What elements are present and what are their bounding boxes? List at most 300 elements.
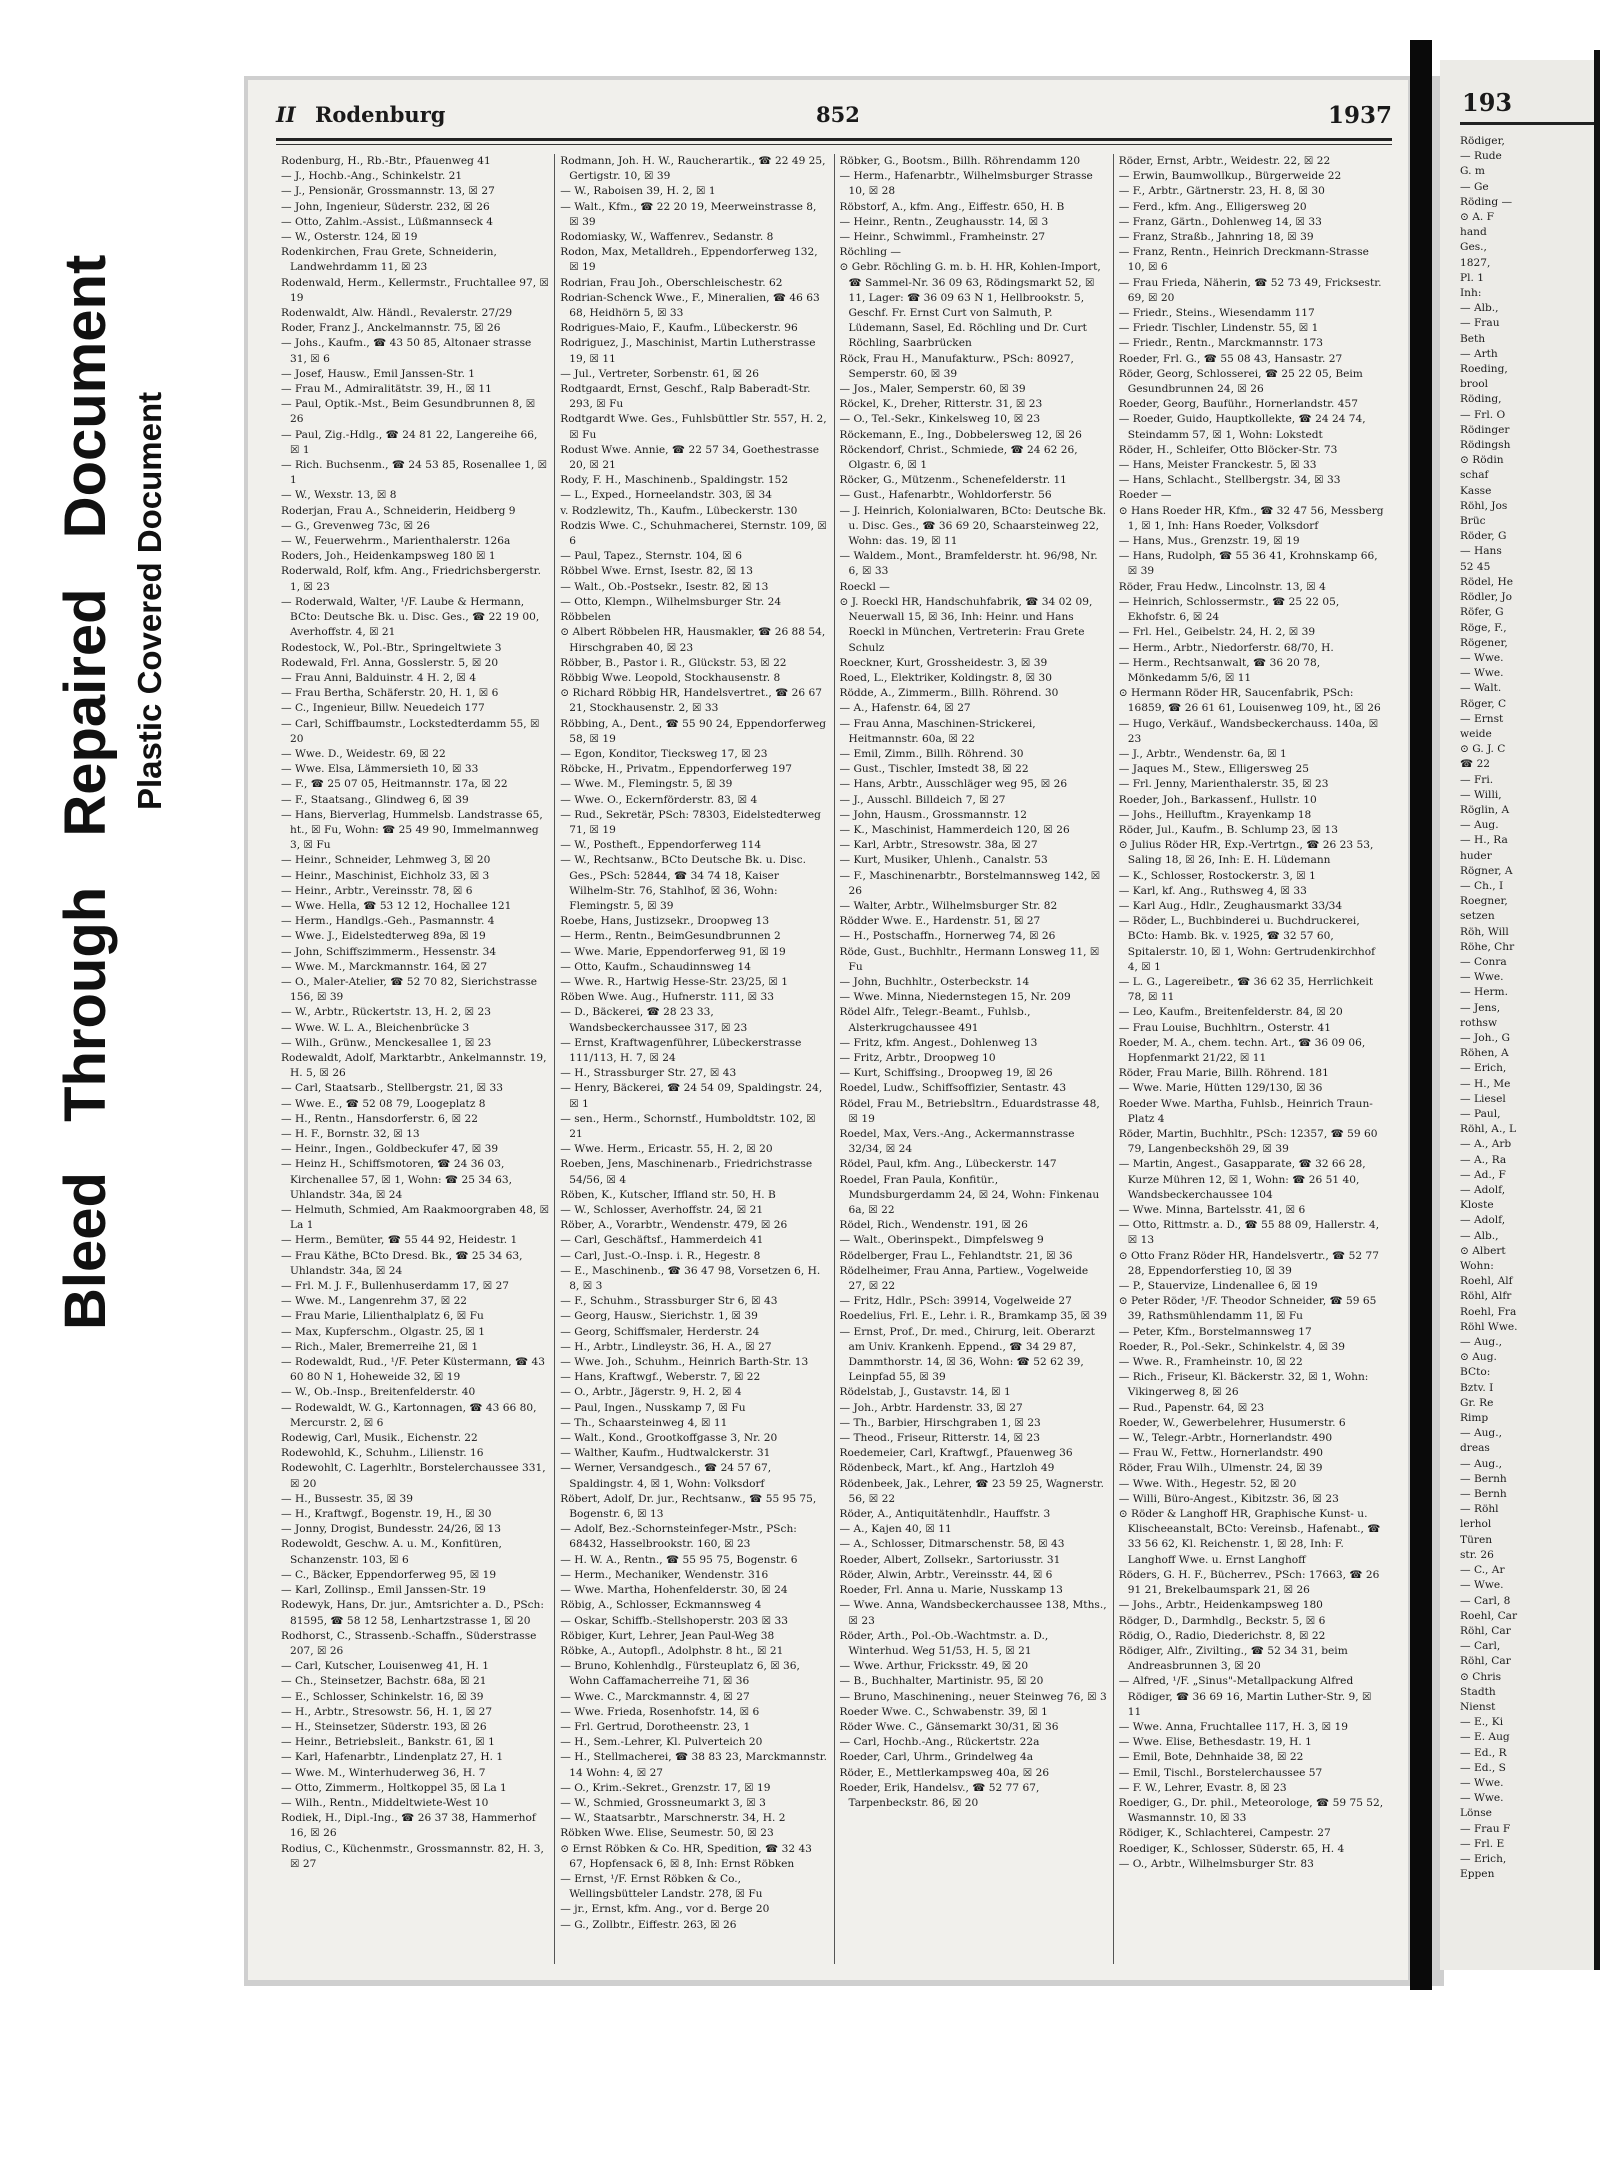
directory-entry: Röbstorf, A., kfm. Ang., Eiffestr. 650, H. B (839, 200, 1065, 213)
directory-entry: — P., Stauervize, Lindenallee 6, ☒ 19 (1118, 1280, 1318, 1293)
directory-entry: — Ernst, Prof., Dr. med., Chirurg, leit. Oberarzt am Univ. Krankenh. Eppend., ☎ 34 29 87, Dammthorstr. 14, ☒ 36, Wohn: ☎ 52 62 39, Leinpfad 55, ☒ 39 (839, 1325, 1095, 1384)
directory-entry: Röder, Alwin, Arbtr., Vereinsstr. 44, ☒ 6 (839, 1568, 1053, 1581)
adjacent-entry: — Aug., (1460, 1457, 1502, 1470)
directory-entry: — jr., Ernst, kfm. Ang., vor d. Berge 20 (560, 1903, 770, 1916)
directory-entry: ⊙ Otto Franz Röder HR, Handelsvertr., ☎ 52 77 28, Eppendorferstieg 10, ☒ 39 (1118, 1249, 1379, 1277)
adjacent-entry: — Wwe. (1460, 1792, 1504, 1805)
directory-entry: ⊙ Gebr. Röchling G. m. b. H. HR, Kohlen-Import, ☎ Sammel-Nr. 36 09 63, Rödingsmarkt 52, ☒ 11, Lager: ☎ 36 09 63 N 1, Hellbrookstr. 5, Geschf. Fr. Ernst Curt von Salmuth, P. Lüdemann, Sasel, Ed. Röchling und Dr. Curt Röchling, Saarbrücken (839, 261, 1101, 350)
adjacent-entry: — H., Ra (1460, 834, 1508, 847)
directory-entry: — Walt., Ob.-Postsekr., Isestr. 82, ☒ 13 (560, 580, 769, 593)
adjacent-entry: G. m (1460, 165, 1485, 178)
directory-entry: — Th., Barbier, Hirschgraben 1, ☒ 23 (839, 1416, 1041, 1429)
directory-entry: Röbiger, Kurt, Lehrer, Jean Paul-Weg 38 (560, 1629, 775, 1642)
adjacent-entry: — Ch., I (1460, 879, 1504, 892)
adjacent-entry: rothsw (1460, 1016, 1498, 1029)
adjacent-entry: 52 45 (1460, 560, 1491, 573)
directory-entry: — Leo, Kaufm., Breitenfelderstr. 84, ☒ 20 (1118, 1006, 1343, 1019)
directory-entry: — Egon, Konditor, Tiecksweg 17, ☒ 23 (560, 747, 768, 760)
adjacent-entry: Bztv. I (1460, 1381, 1494, 1394)
directory-entry: Rödiger, K., Schlachterei, Campestr. 27 (1118, 1827, 1331, 1840)
column-1 (276, 154, 555, 1964)
directory-entry: — O., Maler-Atelier, ☎ 52 70 82, Sierichstrasse 156, ☒ 39 (281, 975, 538, 1004)
directory-entry: Röders, G. H. F., Bücherrev., PSch: 17663, ☎ 26 91 21, Brekelbaumspark 21, ☒ 26 (1118, 1568, 1380, 1597)
directory-entry: — H., Postschaffn., Hornerweg 74, ☒ 26 (839, 930, 1056, 943)
directory-entry: — Josef, Hausw., Emil Janssen-Str. 1 (281, 367, 476, 380)
directory-entry: Röder, Frau Hedw., Lincolnstr. 13, ☒ 4 (1118, 580, 1326, 593)
directory-entry: ⊙ Julius Röder HR, Exp.-Vertrtgn., ☎ 26 23 53, Saling 18, ☒ 26, Inh: E. H. Lüdemann (1118, 839, 1374, 867)
directory-entry: — John, Ingenieur, Süderstr. 232, ☒ 26 (281, 200, 490, 213)
directory-entry: Rodewald, Frl. Anna, Gosslerstr. 5, ☒ 20 (281, 656, 499, 669)
directory-entry: — Wwe. C., Marckmannstr. 4, ☒ 27 (560, 1690, 750, 1703)
directory-entry: Rodewohld, K., Schuhm., Lilienstr. 16 (281, 1447, 484, 1460)
directory-entry: Röck, Frau H., Manufakturw., PSch: 80927, Semperstr. 60, ☒ 39 (839, 352, 1074, 380)
adjacent-entry: — Herm. (1460, 986, 1508, 999)
directory-entry: — Karl Aug., Hdlr., Zeughausmarkt 33/34 (1118, 899, 1343, 912)
directory-entry: — F. W., Lehrer, Evastr. 8, ☒ 23 (1118, 1781, 1287, 1794)
directory-entry: — Roeder, Guido, Hauptkollekte, ☎ 24 24 74, Steindamm 57, ☒ 1, Wohn: Lokstedt (1118, 413, 1366, 441)
directory-entry: — W., Rechtsanw., BCto Deutsche Bk. u. Disc. Ges., PSch: 52844, ☎ 34 74 18, Kaiser Wilhelm-Str. 76, Stahlhof, ☒ 36, Wohn: Flemingstr. 5, ☒ 39 (560, 854, 806, 912)
column-2 (555, 154, 834, 1964)
stamp-word: Repaired (53, 588, 118, 837)
adjacent-entry: huder (1460, 849, 1492, 862)
adjacent-entry: — Walt. (1460, 682, 1502, 695)
directory-entry: — Frl. M. J. F., Bullenhuserdamm 17, ☒ 27 (281, 1280, 510, 1293)
directory-entry: — Ernst, Kraftwagenführer, Lübeckerstrasse 111/113, H. 7, ☒ 24 (560, 1036, 802, 1064)
adjacent-entry: Kloste (1460, 1199, 1494, 1212)
adjacent-entry: — Ed., R (1460, 1746, 1507, 1759)
adjacent-entry: Wohn: (1460, 1260, 1494, 1273)
directory-entry: — H., Arbtr., Stresowstr. 56, H. 1, ☒ 27 (281, 1705, 493, 1718)
directory-entry: — Franz, Rentn., Heinrich Dreckmann-Strasse 10, ☒ 6 (1118, 246, 1369, 274)
adjacent-entry: Rögner, A (1460, 864, 1513, 877)
adjacent-entry: — C., Ar (1460, 1564, 1505, 1577)
adjacent-entry: Röhl Wwe. (1460, 1320, 1518, 1333)
directory-entry: — sen., Herm., Schornstf., Humboldtstr. 102, ☒ 21 (560, 1112, 816, 1140)
directory-entry: — Johs., Heilluftm., Krayenkamp 18 (1118, 808, 1312, 821)
directory-entry: Rödel, Frau M., Betriebsltrn., Eduardstrasse 48, ☒ 19 (839, 1097, 1100, 1125)
column-3 (835, 154, 1114, 1964)
adjacent-entry: Röhl, Car (1460, 1624, 1511, 1637)
directory-entry: — John, Buchhltr., Osterbeckstr. 14 (839, 975, 1030, 988)
directory-entry: — Paul, Zig.-Hdlg., ☎ 24 81 22, Langereihe 66, ☒ 1 (281, 428, 538, 456)
directory-entry: Röbbelen (560, 611, 611, 624)
directory-entry: — Wilh., Rentn., Middeltwiete-West 10 (281, 1796, 489, 1809)
directory-entry: — Frl. Hel., Geibelstr. 24, H. 2, ☒ 39 (1118, 626, 1316, 639)
directory-entry: — Gust., Tischler, Imstedt 38, ☒ 22 (839, 763, 1029, 776)
adjacent-entry: — E. Aug (1460, 1731, 1510, 1744)
directory-entry: — Hans, Bierverlag, Hummelsb. Landstrasse 65, ht., ☒ Fu, Wohn: ☎ 25 49 90, Immelmannweg 3, ☒ Fu (281, 808, 543, 852)
directory-entry: — J., Ausschl. Billdeich 7, ☒ 27 (839, 793, 1006, 806)
directory-entry: — Wwe. M., Marckmannstr. 164, ☒ 27 (281, 960, 488, 973)
directory-entry: — Alfred, ¹/F. „Sinus"-Metallpackung Alfred Rödiger, ☎ 36 69 16, Martin Luther-Str. 9, ☒ 11 (1118, 1675, 1372, 1718)
adjacent-entry: BCto: (1460, 1366, 1491, 1379)
directory-entry: — Friedr., Steins., Wiesendamm 117 (1118, 307, 1315, 320)
adjacent-entry: Röding — (1460, 195, 1513, 208)
adjacent-entry: — Joh., G (1460, 1031, 1510, 1044)
directory-entry: — Rud., Sekretär, PSch: 78303, Eidelstedterweg 71, ☒ 19 (560, 808, 821, 836)
running-head-title: Rodenburg (314, 102, 446, 127)
directory-entry: — Hugo, Verkäuf., Wandsbeckerchauss. 140a, ☒ 23 (1118, 717, 1379, 745)
adjacent-entry: — Frau (1460, 317, 1500, 330)
adjacent-entry: lerhol (1460, 1518, 1492, 1531)
directory-entry: — Frl. Jenny, Marienthalerstr. 35, ☒ 23 (1118, 778, 1329, 791)
directory-entry: — Ferd., kfm. Ang., Elligersweg 20 (1118, 200, 1307, 213)
adjacent-entry: — A., Arb (1460, 1138, 1512, 1151)
directory-entry: — Jaques M., Stew., Elligersweg 25 (1118, 763, 1310, 776)
directory-entry: — Hans, Meister Franckestr. 5, ☒ 33 (1118, 459, 1317, 472)
directory-entry: Röchling — (839, 246, 901, 259)
directory-entry: Rödelberger, Frau L., Fehlandtstr. 21, ☒ 36 (839, 1249, 1073, 1262)
directory-entry: — L. G., Lagereibetr., ☎ 36 62 35, Herrlichkeit 78, ☒ 11 (1118, 975, 1374, 1004)
directory-entry: — Fritz, kfm. Angest., Dohlenweg 13 (839, 1036, 1038, 1049)
directory-entry: Rödenbeck, Mart., kf. Ang., Hartzloh 49 (839, 1462, 1055, 1475)
directory-entry: Roedel, Ludw., Schiffsoffizier, Sentastr. 43 (839, 1082, 1067, 1095)
directory-entry: — Rich. Buchsenm., ☎ 24 53 85, Rosenallee 1, ☒ 1 (281, 459, 548, 487)
directory-entry: — Willi, Büro-Angest., Kibitzstr. 36, ☒ 23 (1118, 1492, 1339, 1505)
directory-entry: — D., Bäckerei, ☎ 28 23 33, Wandsbeckerchaussee 317, ☒ 23 (560, 1006, 748, 1034)
directory-entry: — Wwe. Elsa, Lämmersieth 10, ☒ 33 (281, 763, 479, 776)
directory-entry: Rodewoldt, Geschw. A. u. M., Konfitüren, Schanzenstr. 103, ☒ 6 (281, 1538, 502, 1566)
adjacent-entry: — H., Me (1460, 1077, 1511, 1090)
adjacent-entry: — Bernh (1460, 1488, 1507, 1501)
directory-entry: — O., Arbtr., Wilhelmsburger Str. 83 (1118, 1857, 1314, 1870)
directory-entry: Röber, A., Vorarbtr., Wendenstr. 479, ☒ 26 (560, 1219, 788, 1232)
directory-entry: — Rich., Maler, Bremerreihe 21, ☒ 1 (281, 1340, 479, 1353)
directory-entry: Roeder, Frl. Anna u. Marie, Nusskamp 13 (839, 1584, 1063, 1597)
directory-entry: — Walt., Oberinspekt., Dimpfelsweg 9 (839, 1234, 1044, 1247)
directory-entry: Roedelius, Frl. E., Lehr. i. R., Bramkamp 35, ☒ 39 (839, 1310, 1107, 1323)
directory-entry: — A., Hafenstr. 64, ☒ 27 (839, 702, 971, 715)
directory-entry: — Hans, Arbtr., Ausschläger weg 95, ☒ 26 (839, 778, 1068, 791)
right-edge-shadow (1594, 50, 1600, 1970)
directory-entry: — Otto, Klempn., Wilhelmsburger Str. 24 (560, 595, 782, 608)
directory-entry: Roeder Wwe. Martha, Fuhlsb., Heinrich Traun-Platz 4 (1118, 1097, 1373, 1125)
directory-entry: — Herm., Arbtr., Niedorferstr. 68/70, H. (1118, 641, 1334, 654)
directory-entry: Roediger, G., Dr. phil., Meteorologe, ☎ 59 75 52, Wasmannstr. 10, ☒ 33 (1118, 1796, 1384, 1825)
directory-entry: Rodenburg, H., Rb.-Btr., Pfauenweg 41 (281, 155, 491, 167)
directory-entry: — Bruno, Kohlenhdlg., Fürsteuplatz 6, ☒ 36, Wohn Caffamacherreihe 71, ☒ 36 (560, 1660, 800, 1688)
adjacent-entry: Roeding, (1460, 363, 1508, 376)
adjacent-entry: — Wwe. (1460, 667, 1504, 680)
directory-entry: — W., Arbtr., Rückertstr. 13, H. 2, ☒ 23 (281, 1006, 491, 1019)
directory-entry: — F., Arbtr., Gärtnerstr. 23, H. 8, ☒ 30 (1118, 185, 1325, 198)
directory-entry: — J. Heinrich, Kolonialwaren, BCto: Deutsche Bk. u. Disc. Ges., ☎ 36 69 20, Schaarsteinweg 22, Wohn: das. 19, ☒ 11 (839, 504, 1107, 548)
directory-entry: — Heinr., Arbtr., Vereinsstr. 78, ☒ 6 (281, 884, 473, 897)
directory-entry: — Johs., Kaufm., ☎ 43 50 85, Altonaer strasse 31, ☒ 6 (281, 337, 532, 365)
directory-entry: Roeder Wwe. C., Schwabenstr. 39, ☒ 1 (839, 1705, 1048, 1718)
directory-entry: Röckemann, E., Ing., Dobbelersweg 12, ☒ 26 (839, 428, 1082, 441)
directory-entry: — Friedr., Rentn., Marckmannstr. 173 (1118, 337, 1323, 350)
directory-entry: — H., Kraftwgf., Bogenstr. 19, H., ☒ 30 (281, 1508, 492, 1521)
directory-entry: — Herm., Hafenarbtr., Wilhelmsburger Strasse 10, ☒ 28 (839, 170, 1093, 198)
stamp-word: Through (53, 886, 118, 1122)
directory-entry: Rodenkirchen, Frau Grete, Schneiderin, Landwehrdamm 11, ☒ 23 (281, 246, 497, 274)
adjacent-entry: Kasse (1460, 484, 1492, 497)
adjacent-entry: — Frl. E (1460, 1837, 1505, 1850)
directory-entry: Röder, Martin, Buchhltr., PSch: 12357, ☎ 59 60 79, Langenbeckshöh 29, ☒ 39 (1118, 1128, 1378, 1156)
directory-entry: — Rich., Friseur, Kl. Bäckerstr. 32, ☒ 1, Wohn: Vikingerweg 8, ☒ 26 (1118, 1371, 1369, 1399)
directory-entry: Röbber, B., Pastor i. R., Glückstr. 53, ☒ 22 (560, 656, 787, 669)
directory-entry: Roediger, K., Schlosser, Süderstr. 65, H. 4 (1118, 1842, 1345, 1855)
directory-entry: — John, Schiffszimmerm., Hessenstr. 34 (281, 945, 497, 958)
adjacent-entry: — Wwe. (1460, 1776, 1504, 1789)
adjacent-entry: — Alb., (1460, 302, 1499, 315)
directory-entry: Roeder, Albert, Zollsekr., Sartoriusstr. 31 (839, 1553, 1061, 1566)
adjacent-entry: — Fri. (1460, 773, 1494, 786)
adjacent-entry: 1827, (1460, 256, 1491, 269)
directory-entry: Rodrigues-Maio, F., Kaufm., Lübeckerstr. 96 (560, 322, 798, 335)
directory-entry: Rödde, A., Zimmerm., Billh. Röhrend. 30 (839, 687, 1059, 700)
directory-entry: Roeder, Carl, Uhrm., Grindelweg 4a (839, 1751, 1034, 1764)
adjacent-entry: Rödinger (1460, 423, 1510, 436)
directory-entry: — Frau Louise, Buchhltrn., Osterstr. 41 (1118, 1021, 1332, 1034)
directory-entry: Rödger, D., Darmhdlg., Beckstr. 5, ☒ 6 (1118, 1614, 1326, 1627)
adjacent-entry: Röhl, Car (1460, 1655, 1511, 1668)
directory-entry: — Carl, Staatsarb., Stellbergstr. 21, ☒ 33 (281, 1082, 504, 1095)
adjacent-entry: — Frau F (1460, 1822, 1511, 1835)
adjacent-entry: Roehl, Car (1460, 1609, 1518, 1622)
header-rule (276, 138, 1392, 141)
adjacent-entry: Roehl, Alf (1460, 1275, 1513, 1288)
directory-entry: — H., Rentn., Hansdorferstr. 6, ☒ 22 (281, 1112, 478, 1125)
adjacent-entry: Rimp (1460, 1412, 1489, 1425)
adjacent-entry: — Conra (1460, 955, 1507, 968)
directory-entry: Rodtgardt Wwe. Ges., Fuhlsbüttler Str. 557, H. 2, ☒ Fu (560, 413, 827, 441)
directory-entry: Roeder, Erik, Handelsv., ☎ 52 77 67, Tarpenbeckstr. 86, ☒ 20 (839, 1781, 1040, 1809)
directory-entry: — E., Schlosser, Schinkelstr. 16, ☒ 39 (281, 1690, 484, 1703)
adjacent-entry: — Aug. (1460, 819, 1499, 832)
adjacent-entry: — Rude (1460, 150, 1502, 163)
column-4 (1114, 154, 1392, 1964)
directory-entry: — Hans, Rudolph, ☎ 55 36 41, Krohnskamp 66, ☒ 39 (1118, 550, 1378, 578)
directory-entry: — H., Arbtr., Lindleystr. 36, H. A., ☒ 27 (560, 1340, 772, 1353)
directory-entry: — Werner, Versandgesch., ☎ 24 57 67, Spaldingstr. 4, ☒ 1, Wohn: Volksdorf (560, 1462, 772, 1490)
adjacent-entry: Rödel, He (1460, 575, 1514, 588)
directory-entry: Rodzis Wwe. C., Schuhmacherei, Sternstr. 109, ☒ 6 (560, 519, 827, 548)
directory-entry: — Franz, Gärtn., Dohlenweg 14, ☒ 33 (1118, 215, 1322, 228)
directory-entry: Röder Wwe. C., Gänsemarkt 30/31, ☒ 36 (839, 1720, 1059, 1733)
directory-entry: — Carl, Kutscher, Louisenweg 41, H. 1 (281, 1660, 489, 1673)
directory-entry: — Wwe. M., Flemingstr. 5, ☒ 39 (560, 778, 733, 791)
directory-entry: — G., Grevenweg 73c, ☒ 26 (281, 519, 431, 532)
adjacent-entry: Rödiger, (1460, 135, 1505, 147)
adjacent-entry: brool (1460, 378, 1488, 391)
directory-entry: ⊙ Richard Röbbig HR, Handelsvertret., ☎ 26 67 21, Stockhausenstr. 2, ☒ 33 (560, 687, 822, 715)
adjacent-entry: hand (1460, 226, 1487, 239)
section-label: II (276, 102, 296, 127)
directory-entry: Röder, Arth., Pol.-Ob.-Wachtmstr. a. D., Winterhud. Weg 51/53, H. 5, ☒ 21 (839, 1629, 1049, 1657)
adjacent-entry: — Adolf, (1460, 1214, 1506, 1227)
directory-entry: — J., Arbtr., Wendenstr. 6a, ☒ 1 (1118, 747, 1287, 760)
directory-entry: Roeckner, Kurt, Grossheidestr. 3, ☒ 39 (839, 656, 1048, 669)
directory-entry: Roedel, Max, Vers.-Ang., Ackermannstrasse 32/34, ☒ 24 (839, 1128, 1075, 1156)
directory-entry: — Röder, L., Buchbinderei u. Buchdruckerei, BCto: Hamb. Bk. v. 1925, ☎ 32 57 60, Spitalerstr. 10, ☒ 1, Wohn: Gertrudenkirchhof 4, ☒ 1 (1118, 915, 1376, 973)
columns (276, 154, 1392, 1964)
directory-entry: — W., Staatsarbtr., Marschnerstr. 34, H. 2 (560, 1812, 786, 1825)
adjacent-entry: Rögener, (1460, 636, 1508, 649)
directory-entry: — J., Hochb.-Ang., Schinkelstr. 21 (281, 170, 463, 183)
directory-entry: — Th., Schaarsteinweg 4, ☒ 11 (560, 1416, 728, 1429)
directory-entry: — Karl, kf. Ang., Ruthsweg 4, ☒ 33 (1118, 884, 1307, 897)
directory-entry: Roeder — (1118, 489, 1172, 502)
directory-entry: Rodrian, Frau Joh., Oberschleischestr. 62 (560, 276, 783, 289)
directory-entry: — Heinr., Ingen., Goldbeckufer 47, ☒ 39 (281, 1143, 499, 1156)
year-label: 1937 (1327, 102, 1392, 129)
directory-entry: Rödel Alfr., Telegr.-Beamt., Fuhlsb., Alsterkrugchaussee 491 (839, 1006, 1031, 1034)
directory-entry: Röbke, A., Autopfl., Adolphstr. 8 ht., ☒ 21 (560, 1644, 784, 1657)
directory-entry: Rodewaldt, Adolf, Marktarbtr., Ankelmannstr. 19, H. 5, ☒ 26 (281, 1051, 547, 1080)
directory-entry: Rody, F. H., Maschinenb., Spaldingstr. 152 (560, 474, 789, 487)
directory-entry: — F., Staatsang., Glindweg 6, ☒ 39 (281, 793, 469, 806)
adjacent-entry: — Carl, (1460, 1640, 1501, 1653)
adjacent-entry: ☎ 22 (1460, 758, 1491, 771)
adjacent-header-rule (1460, 122, 1600, 125)
adjacent-entry: Röding, (1460, 393, 1502, 406)
directory-entry: — Franz, Straßb., Jahnring 18, ☒ 39 (1118, 231, 1314, 244)
directory-entry: Röder, Jul., Kaufm., B. Schlump 23, ☒ 13 (1118, 823, 1338, 836)
directory-entry: Rodomiasky, W., Waffenrev., Sedanstr. 8 (560, 231, 774, 244)
directory-entry: — W., Schmied, Grossneumarkt 3, ☒ 3 (560, 1796, 766, 1809)
directory-entry: — Wilh., Grünw., Menckesallee 1, ☒ 23 (281, 1036, 492, 1049)
directory-entry: Rodewohlt, C. Lagerhltr., Borstelerchaussee 331, ☒ 20 (281, 1462, 546, 1490)
directory-entry: — Frau Frieda, Näherin, ☎ 52 73 49, Fricksestr. 69, ☒ 20 (1118, 276, 1382, 304)
adjacent-entry: — Hans (1460, 545, 1502, 558)
adjacent-entry: — Adolf, (1460, 1184, 1506, 1197)
directory-entry: — Rodewaldt, Rud., ¹/F. Peter Küstermann, ☎ 43 60 80 N 1, Hoheweide 32, ☒ 19 (281, 1356, 546, 1384)
directory-entry: — H., Stellmacherei, ☎ 38 83 23, Marckmannstr. 14 Wohn: 4, ☒ 27 (560, 1751, 827, 1779)
directory-entry: Roder, Franz J., Anckelmannstr. 75, ☒ 26 (281, 322, 501, 335)
directory-entry: ⊙ Peter Röder, ¹/F. Theodor Schneider, ☎ 59 65 39, Rathsmühlendamm 11, ☒ Fu (1118, 1295, 1377, 1323)
adjacent-entry: Roegner, (1460, 895, 1508, 908)
directory-entry: — Erwin, Baumwollkup., Bürgerweide 22 (1118, 170, 1342, 183)
adjacent-entry: — Ad., F (1460, 1168, 1506, 1181)
running-head (276, 102, 445, 127)
directory-entry: — Wwe. Minna, Bartelsstr. 41, ☒ 6 (1118, 1204, 1306, 1217)
directory-entry: — Wwe. Anna, Wandsbeckerchaussee 138, Mths., ☒ 23 (839, 1599, 1107, 1627)
directory-entry: — O., Tel.-Sekr., Kinkelsweg 10, ☒ 23 (839, 413, 1041, 426)
directory-entry: Rodenwald, Herm., Kellermstr., Fruchtallee 97, ☒ 19 (281, 276, 549, 304)
directory-entry: Rödder Wwe. E., Hardenstr. 51, ☒ 27 (839, 915, 1041, 928)
directory-entry: — Martin, Angest., Gasapparate, ☎ 32 66 28, Kurze Mühren 12, ☒ 1, Wohn: ☎ 26 51 40, Wandsbeckerchaussee 104 (1118, 1158, 1366, 1201)
adjacent-entry: — Frl. O (1460, 408, 1506, 421)
directory-entry: — H., Bussestr. 35, ☒ 39 (281, 1492, 413, 1505)
directory-entry: — Frau W., Fettw., Hornerlandstr. 490 (1118, 1447, 1323, 1460)
directory-entry: — Heinz H., Schiffsmotoren, ☎ 24 36 03, Kirchenallee 57, ☒ 1, Wohn: ☎ 25 34 63, Uhlandstr. 34a, ☒ 24 (281, 1158, 513, 1201)
directory-entry: — Wwe. M., Langenrehm 37, ☒ 22 (281, 1295, 468, 1308)
directory-entry: Röder, A., Antiquitätenhdlr., Hauffstr. 3 (839, 1508, 1051, 1521)
directory-entry: — Paul, Ingen., Nusskamp 7, ☒ Fu (560, 1401, 746, 1414)
adjacent-entry: Röge, F., (1460, 621, 1507, 634)
adjacent-entry: schaf (1460, 469, 1489, 482)
directory-entry: Roeder, Frl. G., ☎ 55 08 43, Hansastr. 27 (1118, 352, 1343, 365)
directory-entry: Röben, K., Kutscher, Iffland str. 50, H. B (560, 1188, 776, 1201)
adjacent-entry: Röhl, Jos (1460, 499, 1508, 512)
adjacent-entry: — Ge (1460, 180, 1489, 193)
adjacent-entry: — E., Ki (1460, 1716, 1504, 1729)
adjacent-entry: Röhen, A (1460, 1047, 1509, 1060)
directory-entry: — Wwe. Arthur, Fricksstr. 49, ☒ 20 (839, 1660, 1029, 1673)
adjacent-entry: Eppen (1460, 1868, 1495, 1881)
directory-entry: Röder, Georg, Schlosserei, ☎ 25 22 05, Beim Gesundbrunnen 24, ☒ 26 (1118, 367, 1363, 396)
directory-entry: — Wwe. Minna, Niedernstegen 15, Nr. 209 (839, 991, 1071, 1004)
adjacent-entry: — Ed., S (1460, 1761, 1506, 1774)
adjacent-entry: Röhl, Alfr (1460, 1290, 1512, 1303)
adjacent-entry: Türen (1460, 1533, 1493, 1546)
directory-entry: — Walt., Kfm., ☎ 22 20 19, Meerweinstrasse 8, ☒ 39 (560, 200, 817, 228)
directory-entry: — A., Schlosser, Ditmarschenstr. 58, ☒ 43 (839, 1538, 1065, 1551)
directory-entry: — Otto, Kaufm., Schaudinnsweg 14 (560, 960, 752, 973)
directory-entry: ⊙ Hermann Röder HR, Saucenfabrik, PSch: 16859, ☎ 26 61 61, Louisenweg 109, ht., ☒ 26 (1118, 687, 1381, 715)
directory-entry: Röbert, Adolf, Dr. jur., Rechtsanw., ☎ 55 95 75, Bogenstr. 6, ☒ 13 (560, 1492, 817, 1521)
directory-entry: — Bruno, Maschinening., neuer Steinweg 76, ☒ 3 (839, 1690, 1107, 1703)
directory-entry: Rödenbeek, Jak., Lehrer, ☎ 23 59 25, Wagnerstr. 56, ☒ 22 (839, 1477, 1105, 1505)
directory-entry: — Wwe. Anna, Fruchtallee 117, H. 3, ☒ 19 (1118, 1720, 1349, 1733)
directory-entry: Roedemeier, Carl, Kraftwgf., Pfauenweg 36 (839, 1447, 1073, 1460)
directory-entry: Rodrian-Schenck Wwe., F., Mineralien, ☎ 46 63 68, Heidhörn 5, ☒ 33 (560, 291, 820, 320)
directory-entry: Rodewig, Carl, Musik., Eichenstr. 22 (281, 1432, 478, 1445)
directory-entry: Rödel, Paul, kfm. Ang., Lübeckerstr. 147 (839, 1158, 1057, 1171)
directory-entry: Roeckl — (839, 580, 890, 593)
directory-entry: — Wwe. Hella, ☎ 53 12 12, Hochallee 121 (281, 899, 512, 912)
directory-entry: Röckendorf, Christ., Schmiede, ☎ 24 62 26, Olgastr. 6, ☒ 1 (839, 443, 1078, 472)
directory-entry: Rodiek, H., Dipl.-Ing., ☎ 26 37 38, Hammerhof 16, ☒ 26 (281, 1812, 536, 1840)
directory-entry: Rödel, Rich., Wendenstr. 191, ☒ 26 (839, 1219, 1028, 1232)
adjacent-entry: Röfer, G (1460, 606, 1504, 619)
adjacent-entry: — Willi, (1460, 788, 1502, 801)
directory-entry: — Peter, Kfm., Borstelmannsweg 17 (1118, 1325, 1312, 1338)
directory-entry: — Heinr., Rentn., Zeughausstr. 14, ☒ 3 (839, 215, 1049, 228)
directory-entry: — J., Pensionär, Grossmannstr. 13, ☒ 27 (281, 185, 495, 198)
adjacent-entry: — Alb., (1460, 1229, 1499, 1242)
directory-entry: — H. F., Bornstr. 32, ☒ 13 (281, 1128, 420, 1140)
adjacent-entry: — Bernh (1460, 1472, 1507, 1485)
directory-entry: Rodon, Max, Metalldreh., Eppendorferweg 132, ☒ 19 (560, 246, 818, 274)
directory-entry: — A., Kajen 40, ☒ 11 (839, 1523, 952, 1536)
adjacent-entry: Nienst (1460, 1700, 1496, 1713)
directory-entry: — Herm., Mechaniker, Wendenstr. 316 (560, 1568, 769, 1581)
adjacent-entry: ⊙ Rödin (1460, 454, 1504, 467)
directory-entry: — C., Ingenieur, Billw. Neuedeich 177 (281, 702, 485, 715)
adjacent-entry: Gr. Re (1460, 1396, 1494, 1409)
directory-entry: — Herm., Handlgs.-Geh., Pasmannstr. 4 (281, 915, 495, 928)
directory-entry: — Heinr., Schneider, Lehmweg 3, ☒ 20 (281, 854, 491, 867)
directory-entry: — W., Raboisen 39, H. 2, ☒ 1 (560, 185, 716, 198)
directory-entry: Rödelheimer, Frau Anna, Partiew., Vogelweide 27, ☒ 22 (839, 1264, 1089, 1293)
directory-entry: — Theod., Friseur, Ritterstr. 14, ☒ 23 (839, 1432, 1040, 1445)
directory-entry: — W., Osterstr. 124, ☒ 19 (281, 231, 418, 244)
directory-entry: — Wwe. Elise, Bethesdastr. 19, H. 1 (1118, 1736, 1312, 1749)
directory-entry: — Jul., Vertreter, Sorbenstr. 61, ☒ 26 (560, 367, 759, 380)
directory-entry: Röder, H., Schleifer, Otto Blöcker-Str. 73 (1118, 443, 1338, 456)
directory-entry: — Walt., Kond., Grootkoffgasse 3, Nr. 20 (560, 1432, 778, 1445)
adjacent-entry: Brüc (1460, 515, 1486, 528)
directory-entry: — Max, Kupferschm., Olgastr. 25, ☒ 1 (281, 1325, 486, 1338)
directory-entry: — Jos., Maler, Semperstr. 60, ☒ 39 (839, 383, 1026, 396)
directory-entry: — K., Maschinist, Hammerdeich 120, ☒ 26 (839, 823, 1070, 836)
directory-entry: Roeder, W., Gewerbelehrer, Husumerstr. 6 (1118, 1416, 1346, 1429)
directory-entry: Rodriguez, J., Maschinist, Martin Lutherstrasse 19, ☒ 11 (560, 337, 816, 365)
directory-entry: — Johs., Arbtr., Heidenkampsweg 180 (1118, 1599, 1323, 1612)
directory-entry: ⊙ Ernst Röbken & Co. HR, Spedition, ☎ 32 43 67, Hopfensack 6, ☒ 8, Inh: Ernst Röbken (560, 1842, 812, 1870)
adjacent-entry: Ges., (1460, 241, 1487, 254)
adjacent-entry: Röder, G (1460, 530, 1507, 543)
directory-entry: — Kurt, Musiker, Uhlenh., Canalstr. 53 (839, 854, 1048, 867)
adjacent-entry: — Jens, (1460, 1001, 1501, 1014)
adjacent-entry: — Wwe. (1460, 1579, 1504, 1592)
adjacent-entry: Röh, Will (1460, 925, 1509, 938)
directory-entry: Röbbel Wwe. Ernst, Isestr. 82, ☒ 13 (560, 565, 753, 578)
directory-entry: — Frl. Gertrud, Dorotheenstr. 23, 1 (560, 1720, 751, 1733)
